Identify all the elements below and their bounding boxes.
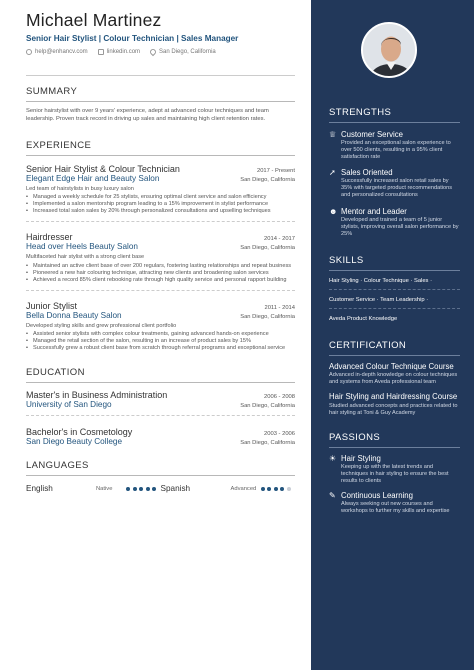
contact-bar bbox=[26, 49, 295, 55]
degree-name: Master's in Business Administration bbox=[26, 390, 168, 401]
strengths-title: STRENGTHS bbox=[329, 107, 460, 123]
location-pin-icon bbox=[149, 48, 157, 56]
job-divider bbox=[26, 290, 295, 291]
job-dates: 2017 - Present bbox=[256, 168, 295, 174]
strength-description: Developed and trained a team of 5 junior stylists, improving overall salon performance by 25% bbox=[341, 216, 459, 237]
job-company: Head over Heels Beauty Salon bbox=[26, 242, 138, 252]
school-name: San Diego Beauty College bbox=[26, 437, 123, 447]
job-company: Bella Donna Beauty Salon bbox=[26, 310, 122, 320]
strength-description: Provided an exceptional salon experience to over 500 clients, resulting in a 95% client satisfaction rate bbox=[341, 140, 451, 161]
linkedin-text: linkedin.com bbox=[106, 49, 141, 55]
certification-name: Advanced Colour Technique Course bbox=[329, 361, 454, 371]
proficiency-dot bbox=[274, 487, 278, 491]
job-bullets bbox=[26, 331, 295, 352]
job-company: Elegant Edge Hair and Beauty Salon bbox=[26, 174, 160, 183]
job-divider bbox=[26, 221, 295, 222]
education-entry bbox=[26, 390, 295, 416]
strength-item bbox=[329, 207, 460, 238]
skill-line: Hair Styling · Colour Technique · Sales · bbox=[329, 277, 432, 284]
passion-item bbox=[329, 454, 460, 485]
contact-linkedin[interactable] bbox=[98, 49, 140, 55]
job-description: Developed styling skills and grew professional client portfolio bbox=[26, 322, 177, 329]
language-name: Spanish bbox=[160, 484, 191, 494]
education-dates: 2003 - 2006 bbox=[264, 431, 295, 438]
skills-section bbox=[329, 255, 460, 323]
passion-name: Continuous Learning bbox=[341, 491, 413, 501]
passion-item bbox=[329, 491, 460, 515]
job-bullet: • Pioneered a new hair colouring technique, attracting new clients and broadening salon services bbox=[26, 270, 295, 277]
job-bullets bbox=[26, 263, 295, 284]
experience-section bbox=[26, 140, 295, 352]
job-entry bbox=[26, 301, 295, 352]
certification-item bbox=[329, 392, 460, 417]
job-bullet: • Successfully grew a robust client base from scratch through referral programs and exceptional service bbox=[26, 345, 295, 352]
job-bullet: • Managed the retail section of the salon, resulting in an increase of product sales by 15% bbox=[26, 338, 295, 345]
education-title: EDUCATION bbox=[26, 367, 295, 383]
contact-email[interactable] bbox=[26, 49, 88, 55]
job-dates: 2014 - 2017 bbox=[264, 236, 295, 243]
job-bullet: • Assisted senior stylists with complex colour treatments, gaining advanced hands-on experience bbox=[26, 331, 295, 338]
trophy-icon: ♕ bbox=[329, 130, 337, 139]
header-divider bbox=[26, 75, 295, 76]
certification-section bbox=[329, 340, 460, 417]
language-level: Native bbox=[96, 485, 113, 492]
language-name: English bbox=[26, 484, 53, 494]
job-location: San Diego, California bbox=[240, 313, 295, 320]
certification-title: CERTIFICATION bbox=[329, 340, 460, 356]
proficiency-dot bbox=[146, 487, 150, 491]
certification-description: Studied advanced concepts and practices related to hair styling at Toni & Guy Academy bbox=[329, 402, 458, 416]
lightbulb-icon: ☀ bbox=[329, 454, 337, 464]
job-bullet: • Achieved a record 85% client rebooking rate through high quality service and personal rapport building bbox=[26, 277, 295, 284]
education-section bbox=[26, 367, 295, 446]
proficiency-dots bbox=[261, 487, 291, 491]
summary-text: Senior hairstylist with over 9 years' experience, adept at advanced colour techniques and team leadership. Proven track record in driving up sales and maintaining high client retention rates. bbox=[26, 108, 269, 122]
job-title: Senior Hair Stylist & Colour Technician bbox=[26, 164, 180, 174]
education-divider bbox=[26, 415, 295, 416]
profile-photo bbox=[361, 22, 417, 78]
email-text: help@enhancv.com bbox=[35, 49, 88, 55]
language-entry bbox=[26, 484, 161, 493]
proficiency-dot bbox=[267, 487, 271, 491]
strength-name: Mentor and Leader bbox=[341, 206, 407, 216]
skills-title: SKILLS bbox=[329, 255, 460, 271]
passion-description: Always seeking out new courses and workshops to further my skills and expertise bbox=[341, 501, 450, 515]
link-icon bbox=[98, 49, 104, 55]
language-entry bbox=[161, 484, 296, 493]
job-bullet: • Maintained an active client base of over 200 regulars, fostering lasting relationships and repeat business bbox=[26, 263, 295, 270]
at-icon bbox=[26, 49, 32, 55]
proficiency-dot bbox=[126, 487, 130, 491]
candidate-headline: Senior Hair Stylist | Colour Technician | Sales Manager bbox=[26, 34, 239, 43]
proficiency-dot bbox=[139, 487, 143, 491]
strength-description: Successfully increased salon retail sales by 35% with targeted product recommendations and personalized consultations bbox=[341, 178, 453, 199]
degree-name: Bachelor's in Cosmetology bbox=[26, 427, 133, 438]
proficiency-dot bbox=[152, 487, 156, 491]
language-level: Advanced bbox=[230, 485, 257, 492]
passions-title: PASSIONS bbox=[329, 432, 460, 448]
school-location: San Diego, California bbox=[240, 403, 295, 410]
sidebar bbox=[311, 0, 474, 670]
location-text: San Diego, California bbox=[159, 49, 216, 55]
skill-divider bbox=[329, 289, 460, 290]
summary-title: SUMMARY bbox=[26, 86, 295, 102]
job-bullet: • Increased total salon sales by 20% through personalized consultations and upselling techniques bbox=[26, 208, 295, 215]
passions-section bbox=[329, 432, 460, 515]
education-dates: 2006 - 2008 bbox=[264, 394, 295, 401]
job-bullets bbox=[26, 194, 295, 215]
passion-description: Keeping up with the latest trends and techniques in hair styling to ensure the best results to clients bbox=[341, 464, 449, 485]
experience-title: EXPERIENCE bbox=[26, 140, 295, 156]
languages-row bbox=[26, 484, 295, 493]
job-entry bbox=[26, 164, 295, 222]
strength-item bbox=[329, 130, 460, 161]
candidate-name: Michael Martinez bbox=[26, 10, 162, 30]
proficiency-dot bbox=[133, 487, 137, 491]
certification-name: Hair Styling and Hairdressing Course bbox=[329, 392, 458, 402]
school-location: San Diego, California bbox=[240, 440, 295, 447]
skill-divider bbox=[329, 308, 460, 309]
certification-description: Advanced in-depth knowledge on colour techniques and systems from Aveda professional team bbox=[329, 372, 458, 386]
strength-name: Sales Oriented bbox=[341, 168, 393, 178]
job-location: San Diego, California bbox=[240, 177, 295, 183]
graduation-icon: ✎ bbox=[329, 491, 336, 501]
strength-name: Customer Service bbox=[341, 130, 403, 139]
strengths-section bbox=[329, 107, 460, 238]
job-bullet: • Implemented a salon mentorship program leading to a 15% improvement in stylist performance bbox=[26, 201, 295, 208]
rocket-icon: ➚ bbox=[329, 168, 336, 178]
job-location: San Diego, California bbox=[240, 245, 295, 252]
contact-location bbox=[150, 49, 216, 55]
summary-section bbox=[26, 86, 295, 123]
proficiency-dots bbox=[126, 487, 156, 491]
job-dates: 2011 - 2014 bbox=[264, 304, 295, 311]
person-avatar-icon bbox=[363, 24, 417, 78]
passion-name: Hair Styling bbox=[341, 454, 381, 464]
job-description: Multifaceted hair stylist with a strong client base bbox=[26, 254, 145, 261]
job-entry bbox=[26, 232, 295, 290]
languages-title: LANGUAGES bbox=[26, 460, 295, 476]
certification-item bbox=[329, 362, 460, 387]
skill-line: Aveda Product Knowledge bbox=[329, 315, 398, 322]
proficiency-dot bbox=[280, 487, 284, 491]
proficiency-dot bbox=[287, 487, 291, 491]
school-name: University of San Diego bbox=[26, 400, 112, 410]
education-entry bbox=[26, 427, 295, 446]
strength-item bbox=[329, 168, 460, 199]
proficiency-dot bbox=[261, 487, 265, 491]
skill-line: Customer Service · Team Leadership · bbox=[329, 296, 429, 303]
job-title: Hairdresser bbox=[26, 232, 73, 243]
job-bullet: • Managed a weekly schedule for 25 stylists, ensuring optimal client service and salon efficiency bbox=[26, 194, 295, 201]
job-title: Junior Stylist bbox=[26, 300, 78, 311]
people-icon: ☻ bbox=[329, 206, 338, 216]
languages-section bbox=[26, 460, 295, 493]
job-description: Led team of hairstylists in busy luxury salon bbox=[26, 186, 134, 192]
